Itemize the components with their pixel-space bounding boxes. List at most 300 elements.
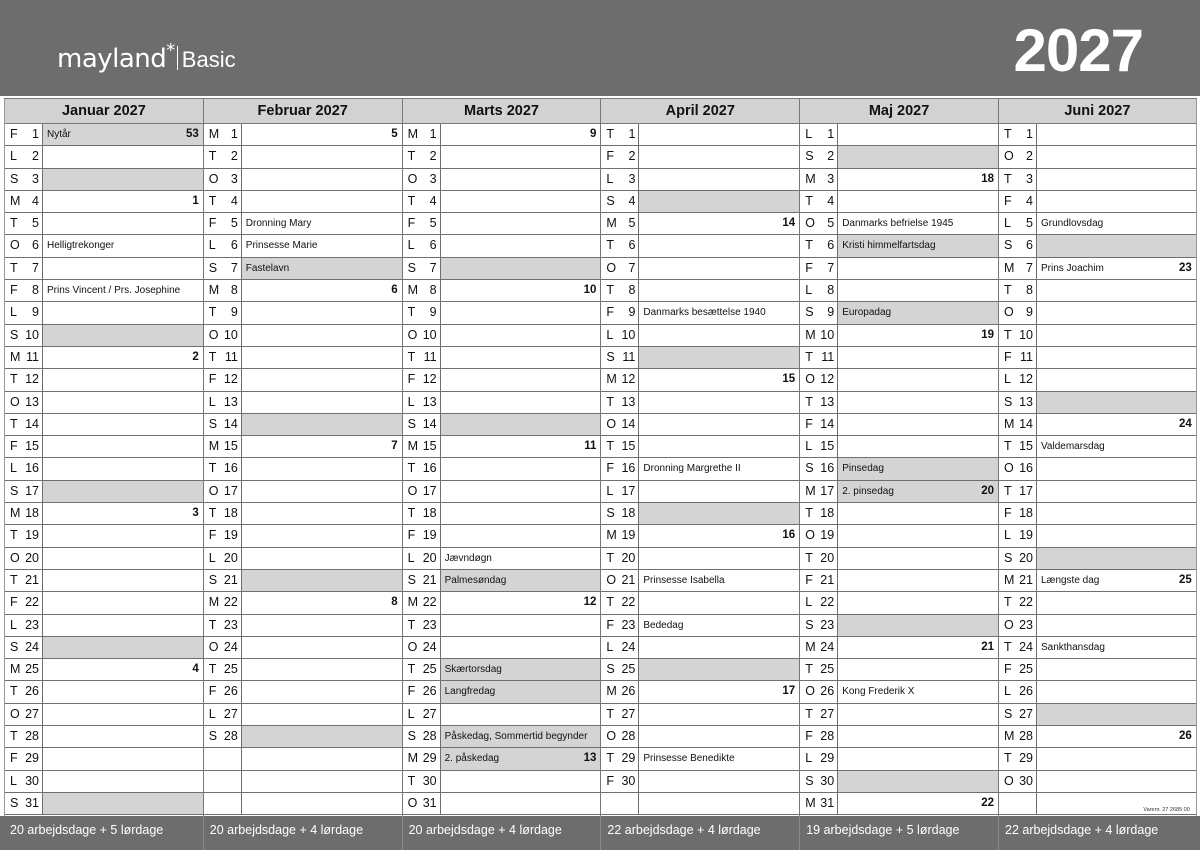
weekday-letter: T <box>407 617 416 632</box>
day-row <box>204 436 402 458</box>
month-column <box>998 99 1197 819</box>
day-cell <box>5 503 43 524</box>
day-row <box>5 191 203 213</box>
event-cell <box>838 570 998 591</box>
day-row <box>204 637 402 659</box>
day-cell <box>204 146 242 167</box>
day-number: 29 <box>1019 751 1033 766</box>
day-row <box>601 681 799 703</box>
day-number: 27 <box>621 706 636 721</box>
day-row <box>601 748 799 770</box>
day-row <box>403 615 601 637</box>
weekday-letter: F <box>208 684 217 699</box>
event-cell <box>242 681 402 702</box>
day-number: 8 <box>429 283 437 298</box>
event-cell <box>1037 481 1196 502</box>
day-cell <box>999 191 1037 212</box>
month-title: Marts 2027 <box>403 99 601 124</box>
day-cell <box>800 481 838 502</box>
day-cell <box>601 704 639 725</box>
event-cell <box>43 592 203 613</box>
week-number: 17 <box>782 685 796 698</box>
day-number: 6 <box>1026 238 1033 253</box>
month-summary: 20 arbejdsdage + 5 lørdage <box>10 823 164 837</box>
day-number: 23 <box>223 617 238 632</box>
event-cell <box>639 414 799 435</box>
event-cell <box>242 124 402 145</box>
day-row <box>601 637 799 659</box>
day-cell <box>601 570 639 591</box>
day-row <box>403 570 601 592</box>
weekday-letter: S <box>10 327 19 342</box>
brand-logo <box>57 40 236 74</box>
day-row <box>800 481 998 503</box>
event-label: Prins Joachim <box>1040 262 1104 274</box>
day-number: 11 <box>224 349 238 364</box>
day-number: 1 <box>827 127 835 141</box>
month-column <box>203 99 402 819</box>
week-number: 10 <box>583 284 597 297</box>
day-number: 9 <box>827 305 835 320</box>
day-cell <box>204 503 242 524</box>
day-row <box>800 458 998 480</box>
weekday-letter: F <box>606 461 615 476</box>
week-number: 2 <box>192 350 199 363</box>
day-row <box>800 681 998 703</box>
weekday-letter: M <box>1003 729 1015 744</box>
day-cell <box>800 392 838 413</box>
event-cell <box>1037 458 1196 479</box>
weekday-letter: F <box>10 127 18 141</box>
weekday-letter: S <box>606 662 615 677</box>
day-number: 4 <box>230 193 238 208</box>
weekday-letter: T <box>1003 327 1012 342</box>
event-cell <box>242 615 402 636</box>
day-number: 12 <box>820 372 835 387</box>
weekday-letter: T <box>606 394 615 409</box>
event-cell <box>639 369 799 390</box>
day-row <box>204 347 402 369</box>
weekday-letter: L <box>407 706 415 721</box>
day-cell <box>204 325 242 346</box>
day-row <box>5 659 203 681</box>
event-cell <box>639 548 799 569</box>
day-row <box>204 302 402 324</box>
day-number: 20 <box>1019 550 1033 565</box>
week-number: 12 <box>583 596 597 609</box>
event-cell <box>441 414 601 435</box>
day-row <box>5 146 203 168</box>
event-cell <box>838 637 998 658</box>
day-number: 2 <box>32 149 39 164</box>
weekday-letter: M <box>606 216 617 231</box>
day-number: 17 <box>25 483 39 498</box>
day-number: 18 <box>422 506 437 521</box>
event-cell <box>441 637 601 658</box>
day-number: 1 <box>1026 127 1033 141</box>
weekday-letter: T <box>805 550 813 565</box>
event-cell <box>1037 369 1196 390</box>
day-number: 12 <box>223 372 238 387</box>
weekday-letter: F <box>805 416 813 431</box>
day-number: 24 <box>621 639 636 654</box>
day-row <box>5 213 203 235</box>
event-cell <box>639 169 799 190</box>
day-number: 9 <box>230 305 238 320</box>
event-cell <box>639 191 799 212</box>
weekday-letter: M <box>208 127 220 141</box>
day-row <box>403 525 601 547</box>
day-number: 17 <box>621 483 636 498</box>
brand-name: mayland <box>57 44 167 74</box>
day-number: 30 <box>25 773 39 788</box>
day-row <box>204 681 402 703</box>
day-row <box>999 213 1196 235</box>
day-number: 31 <box>422 795 437 810</box>
day-row <box>204 124 402 146</box>
weekday-letter: T <box>407 149 416 164</box>
day-cell <box>204 124 242 145</box>
event-cell <box>639 748 799 769</box>
event-cell <box>639 146 799 167</box>
weekday-letter: M <box>805 639 816 654</box>
day-number: 23 <box>1019 617 1033 632</box>
day-row <box>999 414 1196 436</box>
day-cell <box>999 637 1037 658</box>
day-row <box>601 503 799 525</box>
day-number: 8 <box>1026 283 1033 298</box>
event-label: Helligtrekonger <box>47 240 115 252</box>
day-cell <box>403 191 441 212</box>
event-cell <box>1037 392 1196 413</box>
day-number: 24 <box>820 639 835 654</box>
weekday-letter: F <box>208 372 217 387</box>
weekday-letter: O <box>208 171 219 186</box>
event-cell <box>242 771 402 792</box>
day-number: 19 <box>1019 528 1033 543</box>
day-row <box>204 570 402 592</box>
event-label: Sankthansdag <box>1040 641 1105 653</box>
day-number: 16 <box>621 461 636 476</box>
weekday-letter: F <box>1003 193 1012 208</box>
event-cell <box>43 637 203 658</box>
event-cell <box>242 659 402 680</box>
day-number: 12 <box>25 372 39 387</box>
weekday-letter: F <box>606 617 615 632</box>
day-number: 30 <box>820 773 835 788</box>
day-row <box>403 771 601 793</box>
weekday-letter: S <box>10 171 19 186</box>
day-row <box>204 481 402 503</box>
day-row <box>800 704 998 726</box>
day-row <box>999 458 1196 480</box>
weekday-letter: F <box>606 773 615 788</box>
day-number: 15 <box>25 439 39 454</box>
event-cell <box>838 392 998 413</box>
day-number: 27 <box>820 706 835 721</box>
day-row <box>5 771 203 793</box>
day-number: 14 <box>422 416 437 431</box>
month-title: Maj 2027 <box>800 99 998 124</box>
day-number: 10 <box>25 327 39 342</box>
day-number: 22 <box>25 595 39 610</box>
day-row <box>403 213 601 235</box>
event-cell <box>838 726 998 747</box>
day-row <box>601 592 799 614</box>
day-cell <box>204 748 242 769</box>
event-cell <box>242 704 402 725</box>
day-row <box>204 414 402 436</box>
event-cell <box>441 347 601 368</box>
event-cell <box>441 146 601 167</box>
day-number: 19 <box>25 528 39 543</box>
event-cell <box>43 347 203 368</box>
event-cell <box>242 235 402 256</box>
day-cell <box>204 280 242 301</box>
day-number: 4 <box>827 193 835 208</box>
weekday-letter: T <box>10 260 18 275</box>
weekday-letter: M <box>1003 260 1015 275</box>
day-cell <box>800 191 838 212</box>
event-cell <box>838 793 998 814</box>
day-row <box>5 548 203 570</box>
event-label: 2. pinsedag <box>842 485 894 497</box>
day-row <box>5 570 203 592</box>
day-cell <box>403 458 441 479</box>
day-cell <box>5 258 43 279</box>
day-row <box>800 726 998 748</box>
event-label: Valdemarsdag <box>1040 441 1105 453</box>
event-cell <box>441 503 601 524</box>
event-cell <box>43 124 203 145</box>
day-number: 18 <box>1019 506 1033 521</box>
weekday-letter: M <box>10 349 21 364</box>
year-title: 2027 <box>1013 17 1143 84</box>
day-cell <box>601 369 639 390</box>
weekday-letter: T <box>1003 439 1012 454</box>
weekday-letter: S <box>208 729 218 744</box>
day-cell <box>204 592 242 613</box>
day-row <box>800 235 998 257</box>
day-cell <box>999 793 1037 814</box>
event-cell <box>838 124 998 145</box>
day-number: 5 <box>32 216 39 231</box>
event-cell <box>441 525 601 546</box>
day-row <box>204 748 402 770</box>
event-cell <box>242 436 402 457</box>
day-row <box>403 481 601 503</box>
day-cell <box>800 748 838 769</box>
day-number: 3 <box>429 171 437 186</box>
event-cell <box>1037 146 1196 167</box>
weekday-letter: O <box>606 416 617 431</box>
day-number: 29 <box>621 751 636 766</box>
event-label: Danmarks besættelse 1940 <box>643 307 766 319</box>
weekday-letter: S <box>10 639 19 654</box>
day-number: 21 <box>1019 572 1033 587</box>
weekday-letter: L <box>208 238 216 253</box>
event-label: Kristi himmelfartsdag <box>842 240 936 252</box>
day-number: 25 <box>422 662 437 677</box>
weekday-letter: F <box>10 595 18 610</box>
month-title: April 2027 <box>601 99 799 124</box>
day-row <box>601 191 799 213</box>
event-cell <box>43 659 203 680</box>
day-row <box>5 369 203 391</box>
day-cell <box>999 726 1037 747</box>
day-row <box>800 392 998 414</box>
day-cell <box>204 258 242 279</box>
day-row <box>204 280 402 302</box>
event-cell <box>441 615 601 636</box>
event-cell <box>1037 615 1196 636</box>
day-cell <box>601 191 639 212</box>
event-cell <box>838 771 998 792</box>
day-cell <box>5 414 43 435</box>
day-number: 28 <box>25 729 39 744</box>
day-row <box>204 592 402 614</box>
weekday-letter: T <box>10 372 18 387</box>
day-cell <box>999 124 1037 145</box>
day-number: 19 <box>223 528 238 543</box>
day-number: 9 <box>429 305 437 320</box>
day-cell <box>5 436 43 457</box>
day-row <box>800 771 998 793</box>
day-row <box>999 771 1196 793</box>
weekday-letter: F <box>10 751 18 766</box>
event-cell <box>838 436 998 457</box>
event-cell <box>838 615 998 636</box>
day-cell <box>601 726 639 747</box>
day-row <box>800 302 998 324</box>
day-number: 25 <box>1019 662 1033 677</box>
weekday-letter: S <box>805 617 814 632</box>
weekday-letter: T <box>407 662 416 677</box>
day-cell <box>403 369 441 390</box>
week-number: 16 <box>782 529 796 542</box>
event-cell <box>1037 704 1196 725</box>
event-cell <box>43 235 203 256</box>
day-row <box>601 570 799 592</box>
day-row <box>403 392 601 414</box>
day-cell <box>601 748 639 769</box>
day-cell <box>601 525 639 546</box>
event-cell <box>639 302 799 323</box>
day-number: 9 <box>32 305 39 320</box>
day-cell <box>5 280 43 301</box>
day-cell <box>5 615 43 636</box>
day-row <box>800 213 998 235</box>
event-cell <box>838 191 998 212</box>
day-number: 29 <box>25 751 39 766</box>
day-cell <box>601 213 639 234</box>
day-number: 12 <box>1019 372 1033 387</box>
day-cell <box>999 235 1037 256</box>
weekday-letter: M <box>805 327 816 342</box>
day-row <box>800 325 998 347</box>
day-cell <box>5 637 43 658</box>
day-cell <box>204 392 242 413</box>
event-label: Grundlovsdag <box>1040 218 1104 230</box>
day-number: 26 <box>25 684 39 699</box>
weekday-letter: M <box>10 662 21 677</box>
day-row <box>5 436 203 458</box>
event-cell <box>838 659 998 680</box>
day-cell <box>601 146 639 167</box>
weekday-letter: T <box>606 283 615 298</box>
day-cell <box>601 771 639 792</box>
weekday-letter: T <box>407 506 416 521</box>
day-cell <box>800 659 838 680</box>
day-cell <box>800 681 838 702</box>
day-cell <box>204 793 242 814</box>
header-bar <box>0 0 1200 96</box>
day-number: 7 <box>827 260 835 275</box>
weekday-letter: T <box>10 572 18 587</box>
weekday-letter: L <box>606 327 614 342</box>
weekday-letter: S <box>1003 706 1013 721</box>
weekday-letter: L <box>1003 216 1011 231</box>
event-cell <box>242 570 402 591</box>
day-row <box>601 235 799 257</box>
day-cell <box>403 124 441 145</box>
day-cell <box>204 436 242 457</box>
day-cell <box>999 659 1037 680</box>
day-cell <box>601 258 639 279</box>
weekday-letter: S <box>1003 238 1013 253</box>
weekday-letter: T <box>805 506 813 521</box>
day-cell <box>800 570 838 591</box>
day-number: 7 <box>1026 260 1033 275</box>
event-cell <box>441 325 601 346</box>
weekday-letter: T <box>10 216 18 231</box>
day-number: 4 <box>429 193 437 208</box>
event-cell <box>441 280 601 301</box>
event-label: Påskedag, Sommertid begynder <box>444 731 588 743</box>
weekday-letter: S <box>805 305 814 320</box>
weekday-letter: O <box>1003 149 1014 164</box>
day-number: 21 <box>820 572 835 587</box>
day-number: 1 <box>32 127 39 141</box>
event-label: Dronning Margrethe II <box>643 463 741 475</box>
week-number: 6 <box>391 284 398 297</box>
weekday-letter: M <box>407 439 419 454</box>
weekday-letter: M <box>805 483 816 498</box>
event-cell <box>1037 548 1196 569</box>
day-cell <box>403 347 441 368</box>
day-row <box>999 235 1196 257</box>
event-cell <box>43 169 203 190</box>
day-row <box>999 392 1196 414</box>
day-row <box>999 146 1196 168</box>
event-cell <box>639 458 799 479</box>
weekday-letter: M <box>208 595 220 610</box>
event-cell <box>838 235 998 256</box>
day-number: 22 <box>820 595 835 610</box>
day-number: 18 <box>820 506 835 521</box>
event-cell <box>441 748 601 769</box>
event-label: Danmarks befrielse 1945 <box>842 218 954 230</box>
day-row <box>800 748 998 770</box>
day-number: 4 <box>1026 193 1033 208</box>
event-cell <box>1037 280 1196 301</box>
day-cell <box>204 169 242 190</box>
day-number: 24 <box>1019 639 1033 654</box>
weekday-letter: O <box>407 483 418 498</box>
weekday-letter: T <box>208 305 217 320</box>
day-number: 26 <box>223 684 238 699</box>
day-number: 20 <box>223 550 238 565</box>
